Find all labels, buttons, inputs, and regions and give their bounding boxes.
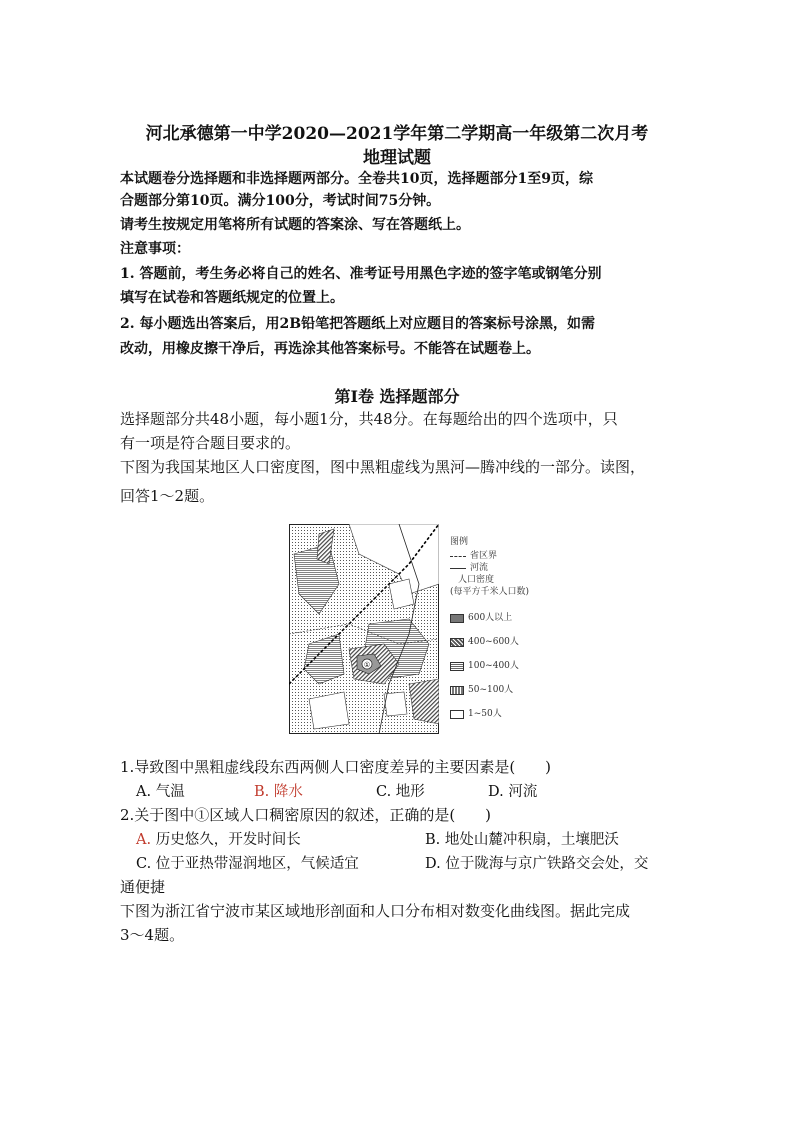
legend-100: 100~400人: [450, 660, 560, 672]
q2-option-d-continued: 通便捷: [120, 878, 166, 896]
note-1-line-1: 1. 答题前，考生务必将自己的姓名、准考证号用黑色字迹的签字笔或钢笔分别: [120, 266, 602, 282]
next-stem-line-2: 3～4题。: [120, 926, 185, 944]
q1-stem: 1.导致图中黑粗虚线段东西两侧人口密度差异的主要因素是( ): [120, 758, 552, 776]
legend-river: 河流: [450, 562, 560, 574]
note-2-line-1: 2. 每小题选出答案后，用2B铅笔把答题纸上对应题目的答案标号涂黑，如需: [120, 316, 596, 332]
q2-option-c: C. 位于亚热带湿润地区，气候适宜: [136, 856, 359, 872]
legend-density-title: 人口密度: [458, 575, 495, 585]
q2-option-a: A. 历史悠久，开发时间长: [136, 832, 301, 848]
legend-density-unit: (每平方千米人口数): [450, 587, 530, 597]
section-desc-line-2: 有一项是符合题目要求的。: [120, 434, 301, 452]
intro-line-1: 本试题卷分选择题和非选择题两部分。全卷共10页，选择题部分1至9页，综: [120, 171, 593, 187]
q1-option-d: D. 河流: [488, 784, 538, 800]
legend-1: 1~50人: [450, 708, 560, 720]
legend-50: 50~100人: [450, 684, 560, 696]
stem-line-2: 回答1～2题。: [120, 487, 215, 505]
note-1-line-2: 填写在试卷和答题纸规定的位置上。: [120, 290, 344, 306]
exam-subject: 地理试题: [363, 148, 431, 168]
q1-option-c: C. 地形: [376, 784, 425, 800]
legend-600: 600人以上: [450, 612, 560, 624]
q2-stem: 2.关于图中①区域人口稠密原因的叙述，正确的是( ): [120, 806, 492, 824]
exam-title: 河北承德第一中学2020—2021学年第二学期高一年级第二次月考: [145, 124, 649, 144]
legend-title: 图例: [450, 537, 469, 547]
population-density-map: [289, 524, 439, 734]
intro-line-2: 合题部分第10页。满分100分，考试时间75分钟。: [120, 193, 441, 209]
stem-line-1: 下图为我国某地区人口密度图，图中黑粗虚线为黑河—腾冲线的一部分。读图，: [120, 458, 646, 476]
q1-option-a: A. 气温: [136, 784, 185, 800]
section-desc-line-1: 选择题部分共48小题，每小题1分，共48分。在每题给出的四个选项中，只: [120, 410, 618, 428]
note-2-line-2: 改动，用橡皮擦干净后，再选涂其他答案标号。不能答在试题卷上。: [120, 341, 540, 357]
next-stem-line-1: 下图为浙江省宁波市某区域地形剖面和人口分布相对数变化曲线图。据此完成: [120, 902, 631, 920]
legend-boundary: 省区界: [450, 550, 560, 562]
map-legend: [450, 536, 560, 720]
legend-400: 400~600人: [450, 636, 560, 648]
notes-heading: 注意事项：: [120, 241, 190, 257]
q2-option-b: B. 地处山麓冲积扇，土壤肥沃: [425, 832, 619, 848]
intro-line-3: 请考生按规定用笔将所有试题的答案涂、写在答题纸上。: [120, 217, 470, 233]
q1-option-b: B. 降水: [254, 784, 303, 800]
q2-option-d: D. 位于陇海与京广铁路交会处，交: [425, 856, 649, 872]
section-heading: 第Ⅰ卷 选择题部分: [334, 387, 460, 406]
map-marker-1: ①: [363, 661, 371, 669]
